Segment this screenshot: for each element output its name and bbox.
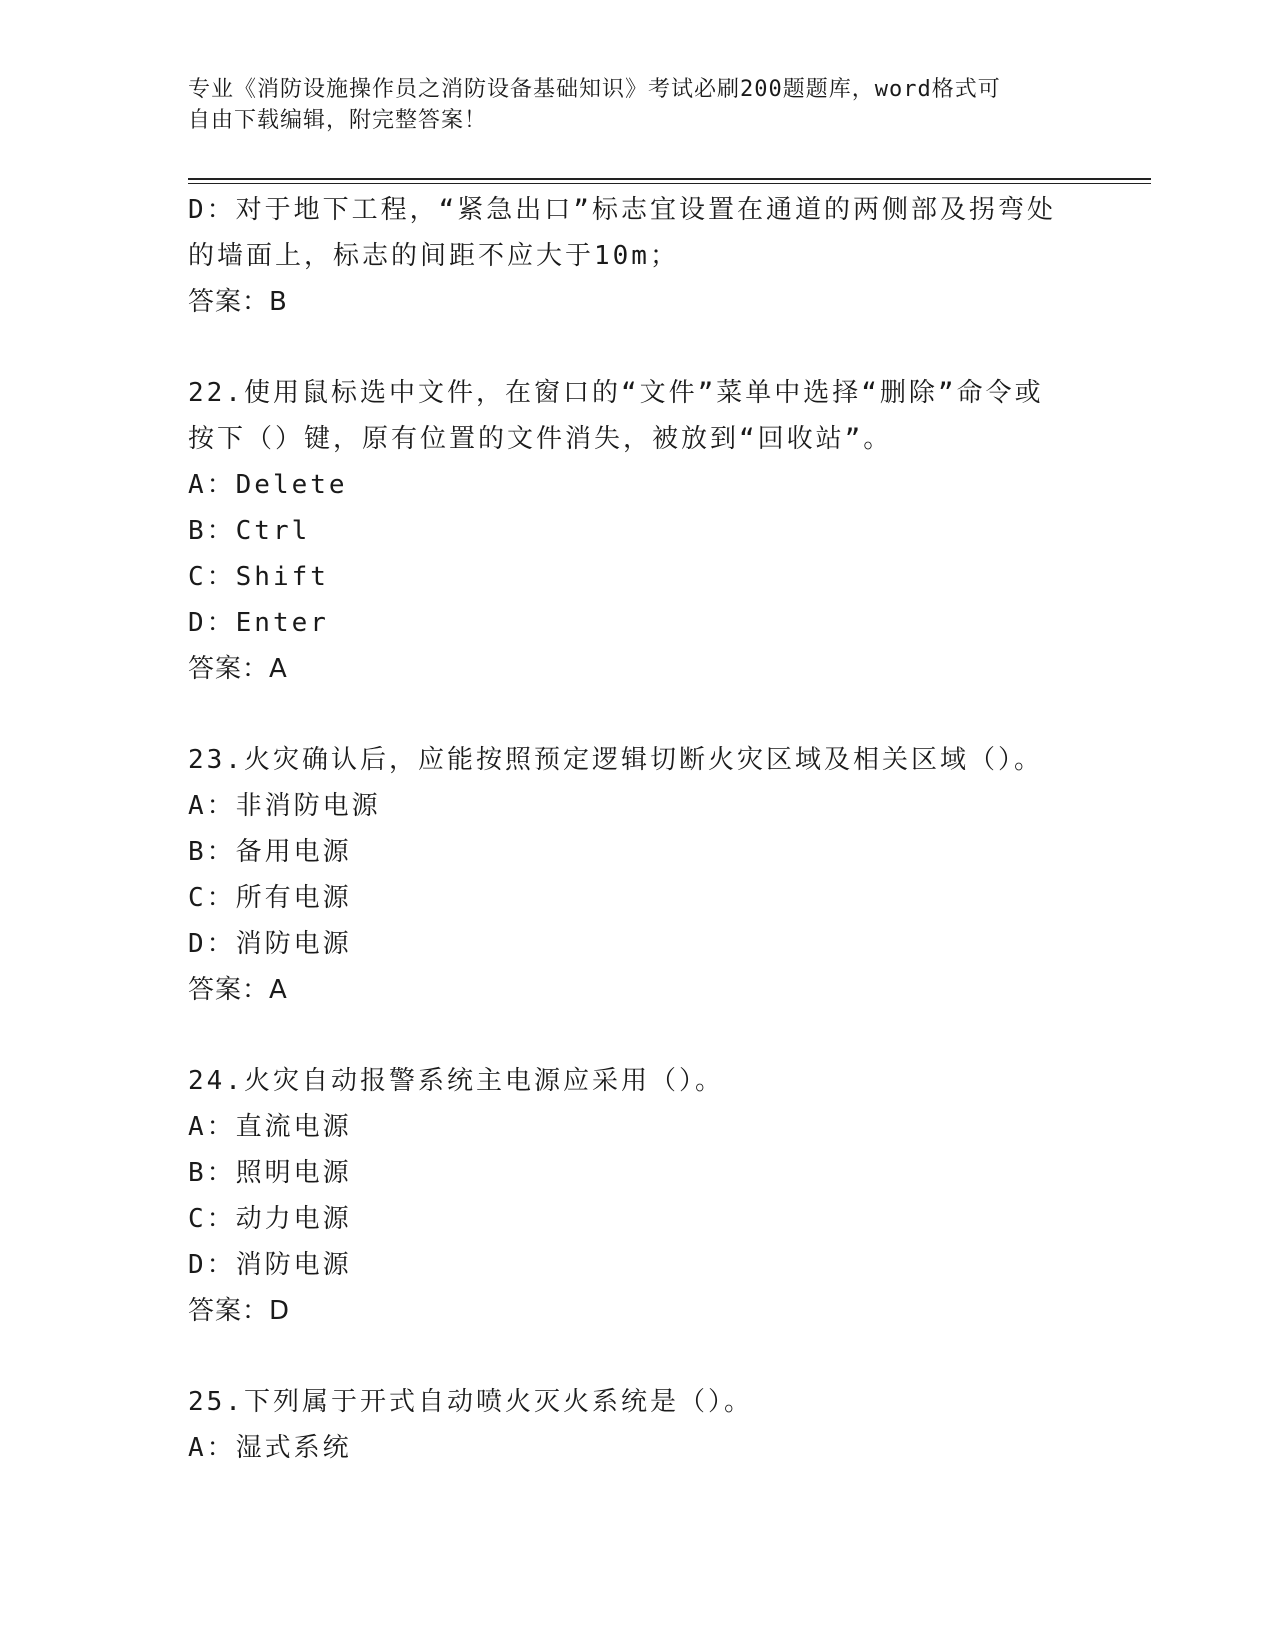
header-line-2: 自由下载编辑，附完整答案！	[188, 108, 488, 133]
header-divider-thick	[188, 178, 1151, 180]
header-divider-thin	[188, 183, 1151, 184]
option-a: A：Delete	[188, 470, 348, 500]
document-header	[188, 74, 1088, 136]
option-a: A：非消防电源	[188, 791, 381, 821]
partial-question	[188, 187, 1088, 325]
option-a: A：湿式系统	[188, 1433, 352, 1463]
answer-text: 答案：A	[188, 654, 288, 684]
option-d: D：消防电源	[188, 929, 352, 959]
option-c: C：Shift	[188, 562, 329, 592]
option-d: D：消防电源	[188, 1250, 352, 1280]
option-d: D：Enter	[188, 608, 329, 638]
header-line-1: 专业《消防设施操作员之消防设备基础知识》考试必刷200题题库，word格式可	[188, 77, 1001, 102]
answer-text: 答案：A	[188, 975, 288, 1005]
option-a: A：直流电源	[188, 1112, 352, 1142]
question-stem: 22.使用鼠标选中文件，在窗口的“文件”菜单中选择“删除”命令或	[188, 378, 1044, 408]
question-stem: 25.下列属于开式自动喷火灭火系统是（）。	[188, 1387, 753, 1417]
option-text: D：对于地下工程，“紧急出口”标志宜设置在通道的两侧部及拐弯处	[188, 195, 1056, 225]
question-23	[188, 737, 1088, 1013]
answer-text: 答案：B	[188, 287, 288, 317]
question-stem: 23.火灾确认后，应能按照预定逻辑切断火灾区域及相关区域（）。	[188, 745, 1043, 775]
question-list	[188, 187, 1088, 1471]
question-22	[188, 370, 1088, 692]
option-c: C：动力电源	[188, 1204, 352, 1234]
question-24	[188, 1058, 1088, 1334]
option-b: B：备用电源	[188, 837, 352, 867]
option-b: B：照明电源	[188, 1158, 352, 1188]
question-stem: 按下（）键，原有位置的文件消失，被放到“回收站”。	[188, 424, 893, 454]
option-text: 的墙面上，标志的间距不应大于10m；	[188, 241, 679, 271]
option-b: B：Ctrl	[188, 516, 311, 546]
question-25	[188, 1379, 1088, 1471]
question-stem: 24.火灾自动报警系统主电源应采用（）。	[188, 1066, 724, 1096]
option-c: C：所有电源	[188, 883, 352, 913]
answer-text: 答案：D	[188, 1296, 291, 1326]
